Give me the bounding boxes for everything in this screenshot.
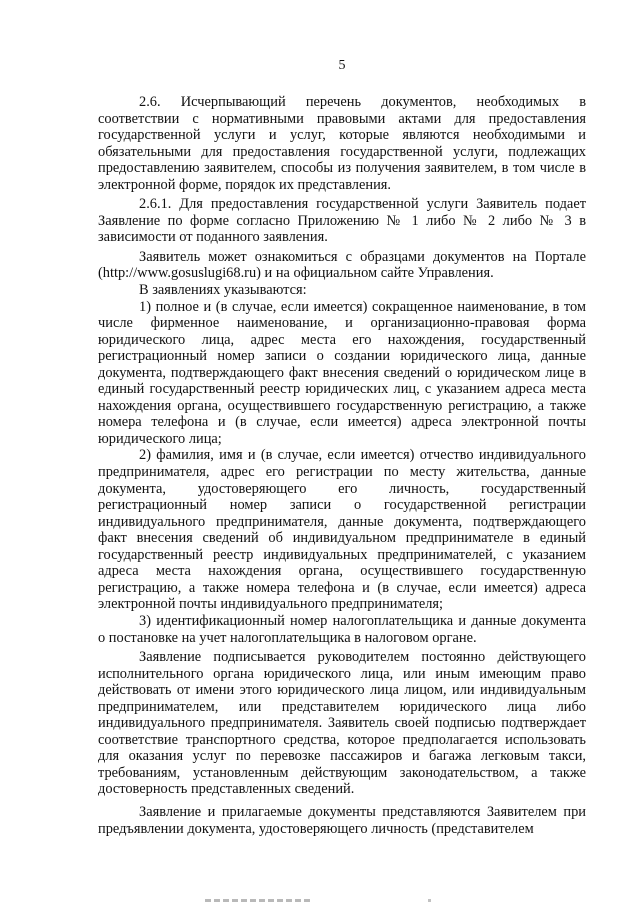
paragraph-submission: Заявление и прилагаемые документы представляются Заявителем при предъявлении документа, удостоверяющего личность (представителем xyxy=(98,803,586,837)
list-item-individual-entrepreneur: 2) фамилия, имя и (в случае, если имеется) отчество индивидуального предпринимателя, адрес его регистрации по месту жительства, данные документа, удостоверяющего его личность, государственный регистрационный номер записи о государственной регистрации индивидуального предпринимателя, данные документа, подтверждающего факт внесения сведений об индивидуальном предпринимателе в единый государственный реестр индивидуальных предпринимателей, с указанием адреса места нахождения органа, осуществившего государственную регистрацию, а также номера телефона и (в случае, если имеется) адреса электронной почты индивидуального предпринимателя; xyxy=(98,447,586,613)
scan-artifact-dot xyxy=(428,899,431,902)
paragraph-2-6-1: 2.6.1. Для предоставления государственной услуги Заявитель подает Заявление по форме согласно Приложению № 1 либо № 2 либо № 3 в зависимости от поданного заявления. xyxy=(98,196,586,246)
paragraph-portal-samples: Заявитель может ознакомиться с образцами документов на Портале (http://www.gosuslugi68.ru) и на официальном сайте Управления. xyxy=(98,248,586,282)
document-page xyxy=(98,58,586,837)
scan-artifact xyxy=(205,899,310,902)
paragraph-signature: Заявление подписывается руководителем постоянно действующего исполнительного органа юридического лица, или иным имеющим право действовать от имени этого юридического лица лицом, или индивидуальным предпринимателем, или представителем юридического лица либо индивидуального предпринимателя. Заявитель своей подписью подтверждает соответствие транспортного средства, которое предполагается использовать для оказания услуг по перевозке пассажиров и багажа легковым такси, требованиям, установленным действующим законодательством, а также достоверность представленных сведений. xyxy=(98,649,586,798)
list-item-legal-entity: 1) полное и (в случае, если имеется) сокращенное наименование, в том числе фирменное наименование, и организационно-правовая форма юридического лица, адрес места его нахождения, государственный регистрационный номер записи о создании юридического лица, данные документа, подтверждающего факт внесения сведений о юридическом лице в единый государственный реестр юридических лиц, с указанием адреса места нахождения органа, осуществившего государственную регистрацию, а также номера телефона и (в случае, если имеется) адреса электронной почты юридического лица; xyxy=(98,298,586,447)
paragraph-statements-intro: В заявлениях указываются: xyxy=(139,282,307,299)
paragraph-2-6: 2.6. Исчерпывающий перечень документов, необходимых в соответствии с нормативными правовыми актами для предоставления государственной услуги и услуг, которые являются необходимыми и обязательными для предоставления государственной услуги, подлежащих предоставлению заявителем, способы из получения заявителем, в том числе в электронной форме, порядок их представления. xyxy=(98,94,586,193)
list-item-taxpayer-id: 3) идентификационный номер налогоплательщика и данные документа о постановке на учет налогоплательщика в налоговом органе. xyxy=(98,612,586,646)
page-number: 5 xyxy=(338,58,346,73)
